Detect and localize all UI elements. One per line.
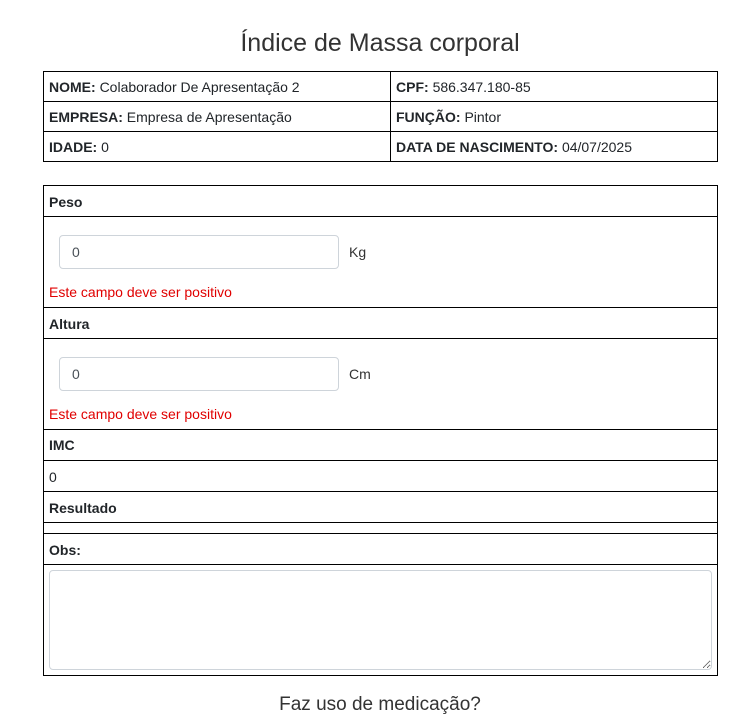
peso-unit: Kg — [349, 244, 367, 260]
altura-body — [44, 338, 717, 430]
resultado-header — [44, 491, 717, 523]
obs-textarea[interactable] — [49, 570, 712, 670]
nome-label: NOME: — [49, 78, 96, 95]
cpf-cell — [391, 72, 718, 102]
empresa-label: EMPRESA: — [49, 108, 123, 125]
nascimento-value: 04/07/2025 — [561, 138, 633, 155]
idade-cell — [44, 132, 391, 162]
cpf-label: CPF: — [396, 78, 429, 95]
idade-label: IDADE: — [49, 138, 98, 155]
nome-value: Colaborador De Apresentação 2 — [99, 78, 300, 95]
imc-body — [44, 460, 717, 492]
obs-divider — [44, 564, 717, 565]
nome-cell — [44, 72, 391, 102]
altura-input[interactable] — [60, 358, 338, 390]
obs-header — [44, 533, 717, 565]
funcao-value: Pintor — [464, 108, 502, 125]
peso-body — [44, 216, 717, 308]
imc-header — [44, 429, 717, 461]
imc-label: IMC — [49, 437, 75, 453]
imc-value: 0 — [49, 469, 57, 485]
funcao-label: FUNÇÃO: — [396, 108, 461, 125]
cpf-value: 586.347.180-85 — [432, 78, 531, 95]
altura-input-wrapper — [59, 357, 339, 391]
info-row — [44, 72, 718, 102]
peso-error: Este campo deve ser positivo — [49, 284, 232, 300]
medication-question-heading: Faz uso de medicação? — [279, 694, 481, 715]
empresa-cell — [44, 102, 391, 132]
peso-input[interactable] — [60, 236, 338, 268]
peso-header — [44, 186, 717, 217]
info-row — [44, 132, 718, 162]
peso-label: Peso — [49, 194, 83, 210]
funcao-cell — [391, 102, 718, 132]
empresa-value: Empresa de Apresentação — [126, 108, 292, 125]
altura-unit: Cm — [349, 366, 371, 382]
nascimento-label: DATA DE NASCIMENTO: — [396, 138, 559, 155]
page-title: Índice de Massa corporal — [240, 29, 520, 57]
idade-value: 0 — [101, 138, 109, 155]
info-row — [44, 102, 718, 132]
peso-input-wrapper — [59, 235, 339, 269]
nascimento-cell — [391, 132, 718, 162]
altura-header — [44, 307, 717, 338]
employee-info-table — [43, 71, 718, 162]
altura-label: Altura — [49, 316, 90, 332]
altura-error: Este campo deve ser positivo — [49, 406, 232, 422]
obs-label: Obs: — [49, 542, 81, 558]
imc-form — [43, 185, 718, 676]
resultado-label: Resultado — [49, 500, 117, 516]
